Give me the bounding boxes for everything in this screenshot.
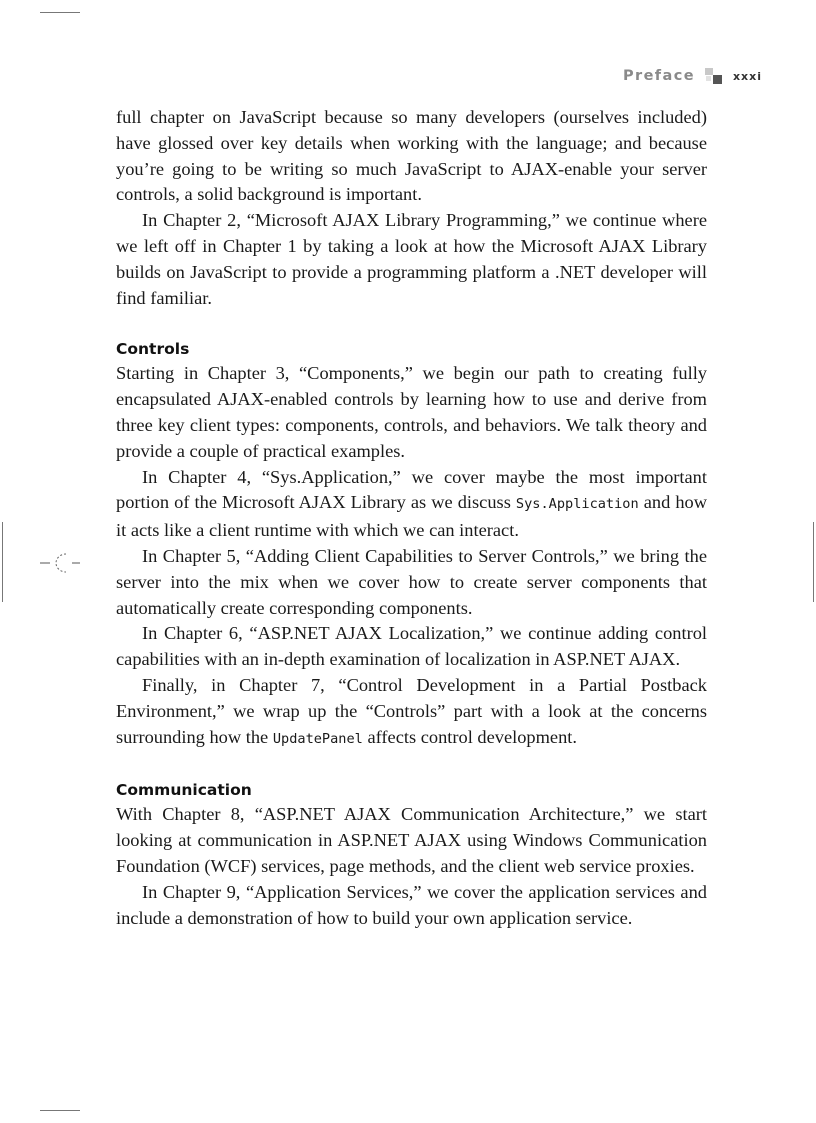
paragraph-text: Finally, in Chapter 7, “Control Development in a Partial Postback Environment,” we wrap up the “Controls” part with a look at the concerns surrounding how the [116, 674, 707, 747]
section-heading-controls: Controls [116, 340, 190, 359]
paragraph-text: In Chapter 4, “Sys.Application,” we cover maybe the most important portion of the Microsoft AJAX Library as we discuss [116, 466, 707, 513]
paragraph: full chapter on JavaScript because so many developers (ourselves included) have glossed over key details when working with the language; and because you’re going to be writing so much JavaScript to AJAX-enable your server controls, a solid background is important. [116, 107, 707, 205]
page-body [116, 105, 707, 931]
paragraph-text: affects control development. [362, 726, 578, 747]
paragraph: With Chapter 8, “ASP.NET AJAX Communication Architecture,” we start looking at communication in ASP.NET AJAX using Windows Communication Foundation (WCF) services, page methods, and the client web service proxies. [116, 804, 707, 876]
paragraph [116, 465, 707, 544]
paragraph: In Chapter 5, “Adding Client Capabilities to Server Controls,” we bring the server into the mix when we cover how to create server components that automatically create corresponding components. [116, 545, 707, 618]
paragraph: In Chapter 6, “ASP.NET AJAX Localization,” we continue adding control capabilities with an in-depth examination of localization in ASP.NET AJAX. [116, 623, 707, 670]
paragraph: In Chapter 9, “Application Services,” we cover the application services and include a demonstration of how to build your own application service. [116, 881, 707, 928]
crop-mark-top-left [40, 12, 80, 13]
running-head-title: Preface [623, 68, 695, 84]
crop-mark-left-edge [2, 522, 3, 602]
code-sys-application: Sys.Application [515, 496, 639, 513]
crop-mark-right-edge [813, 522, 814, 602]
paragraph-text: and how it acts like a client runtime with which we can interact. [116, 492, 707, 541]
crop-mark-bottom-left [40, 1110, 80, 1111]
section-heading-communication: Communication [116, 781, 252, 800]
paragraph: Starting in Chapter 3, “Components,” we begin our path to creating fully encapsulated AJAX-enabled controls by learning how to use and derive from three key client types: components, controls, and behaviors. We talk theory and provide a couple of practical examples. [116, 363, 707, 461]
code-updatepanel: UpdatePanel [272, 730, 363, 747]
registration-mark-icon [40, 551, 86, 575]
ornament-squares-icon [705, 68, 723, 84]
running-head [623, 66, 762, 86]
paragraph [116, 673, 707, 752]
page-number: xxxi [732, 69, 762, 83]
paragraph: In Chapter 2, “Microsoft AJAX Library Programming,” we continue where we left off in Chapter 1 by taking a look at how the Microsoft AJAX Library builds on JavaScript to provide a programming platform a .NET developer will find familiar. [116, 210, 707, 308]
